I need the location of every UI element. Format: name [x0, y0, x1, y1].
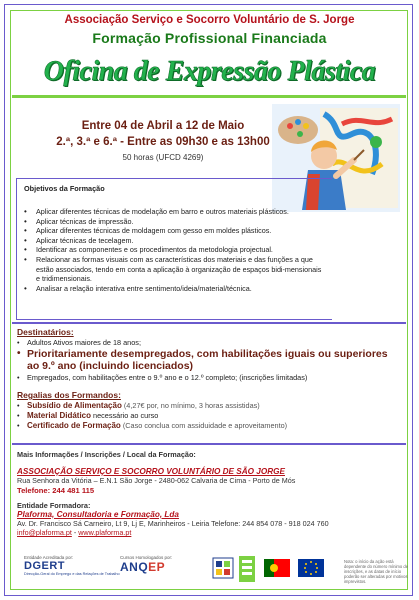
benefits-heading: Regalias dos Formandos:	[17, 390, 121, 400]
web-separator: -	[71, 528, 79, 537]
contacts-heading: Mais Informações / Inscrições / Local da Formação:	[17, 450, 196, 459]
entity-address: Av. Dr. Francisco Sá Carneiro, Lt 9, Lj E, Marinheiros - Leiria Telefone: 244 854 078 - 918 024 760	[17, 518, 329, 528]
dgert-logo-block	[24, 555, 120, 576]
benefit-label: Certificado de Formação	[27, 420, 121, 430]
anqep-logo	[120, 560, 172, 574]
dgert-subtitle: Direcção-Geral do Emprego e das Relações de Trabalho	[24, 572, 120, 576]
organization-title: Associação Serviço e Socorro Voluntário de S. Jorge	[64, 14, 355, 26]
website-link[interactable]: www.plaforma.pt	[78, 528, 132, 537]
anqep-logo-block	[120, 555, 172, 574]
entity-name: Plaforma, Consultadoria e Formação, Lda	[17, 509, 179, 519]
benefit-item	[17, 421, 402, 431]
eu-flag-icon	[298, 559, 324, 577]
association-phone: Telefone: 244 481 115	[17, 485, 95, 495]
recipients-list	[17, 338, 402, 382]
contacts-section	[17, 450, 402, 537]
objective-item: • Analisar a relação interativa entre sentimento/ideia/material/técnica.	[24, 284, 326, 294]
logos-strip	[12, 555, 409, 591]
objectives-heading: Objetivos da Formação	[24, 184, 105, 193]
section-divider	[12, 443, 406, 445]
benefit-label: Material Didático	[27, 410, 92, 420]
objective-item: • Relacionar as formas visuais com as características dos materiais e das funções a que estão associados, tendo em conta a aplicação à organização de espaços bidi-mensionais e tridimensionais.	[24, 255, 326, 284]
objectives-box	[16, 178, 332, 320]
benefit-text: necessário ao curso	[91, 410, 159, 420]
benefit-label: Subsídio de Alimentação	[27, 401, 122, 410]
title-divider	[12, 95, 406, 98]
association-address: Rua Senhora da Vitória – E.N.1 São Jorge - 2480-062 Calvaria de Cima - Porto de Mós	[17, 476, 296, 485]
course-hours: 50 horas (UFCD 4269)	[122, 153, 204, 162]
homologation-caption: Cursos Homologados por:	[120, 555, 173, 560]
benefits-list	[17, 401, 402, 430]
benefit-item	[17, 401, 402, 411]
recipient-item: • Empregados, com habilitações entre o 9.º ano e o 12.º completo; (inscrições limitadas)	[17, 373, 402, 383]
objectives-list	[24, 207, 326, 293]
association-name: ASSOCIAÇÃO SERVIÇO E SOCORRO VOLUNTÁRIO DE SÃO JORGE	[17, 467, 285, 476]
start-conditions-note: Nota: o início da ação está dependente do número mínimo de inscrições, e as datas de início poderão ser alteradas por motivos imprevistos.	[344, 559, 409, 584]
poph-logo-icon	[212, 557, 234, 579]
email-link[interactable]: info@plaforma.pt	[17, 528, 72, 537]
anqep-logo-part: EP	[148, 560, 166, 574]
entity-heading: Entidade Formadora:	[17, 500, 91, 510]
recipient-item-priority: • Prioritariamente desempregados, com habilitações iguais ou superiores ao 9.º ano (incluindo licenciados)	[17, 348, 402, 373]
objective-item: • Aplicar técnicas de tecelagem.	[24, 236, 326, 246]
objective-item: • Aplicar técnicas de impressão.	[24, 217, 326, 227]
web-contacts	[17, 528, 402, 537]
accreditation-caption: Entidade Acreditada por:	[24, 555, 74, 560]
benefit-text: (4,27€ por, no mínimo, 3 horas assistidas)	[121, 401, 260, 410]
course-title: Oficina de Expressão Plástica	[43, 56, 376, 87]
objective-item: • Identificar as componentes e os procedimentos da metodologia projectual.	[24, 245, 326, 255]
objective-item: • Aplicar diferentes técnicas de moldagem com gesso em moldes plásticos.	[24, 226, 326, 236]
qren-logo-icon	[238, 555, 256, 583]
anqep-logo-part: ANQ	[120, 560, 149, 574]
objective-item: • Aplicar diferentes técnicas de modelação em barro e outros materiais plásticos.	[24, 207, 326, 217]
course-schedule: 2.ª, 3.ª e 6.ª - Entre as 09h30 e as 13h00	[56, 136, 270, 148]
dgert-logo: DGERT	[24, 560, 65, 572]
course-dates: Entre 04 de Abril a 12 de Maio	[81, 120, 245, 132]
benefits-section	[17, 390, 402, 430]
recipients-heading: Destinatários:	[17, 327, 74, 337]
program-title: Formação Profissional Financiada	[92, 30, 327, 46]
section-divider	[12, 322, 406, 324]
benefit-text: (Caso conclua com assiduidade e aproveitamento)	[120, 420, 288, 430]
portugal-flag-icon	[264, 559, 290, 577]
recipient-item: • Adultos Ativos maiores de 18 anos;	[17, 338, 402, 348]
benefit-item	[17, 411, 402, 421]
recipients-section	[17, 327, 402, 382]
